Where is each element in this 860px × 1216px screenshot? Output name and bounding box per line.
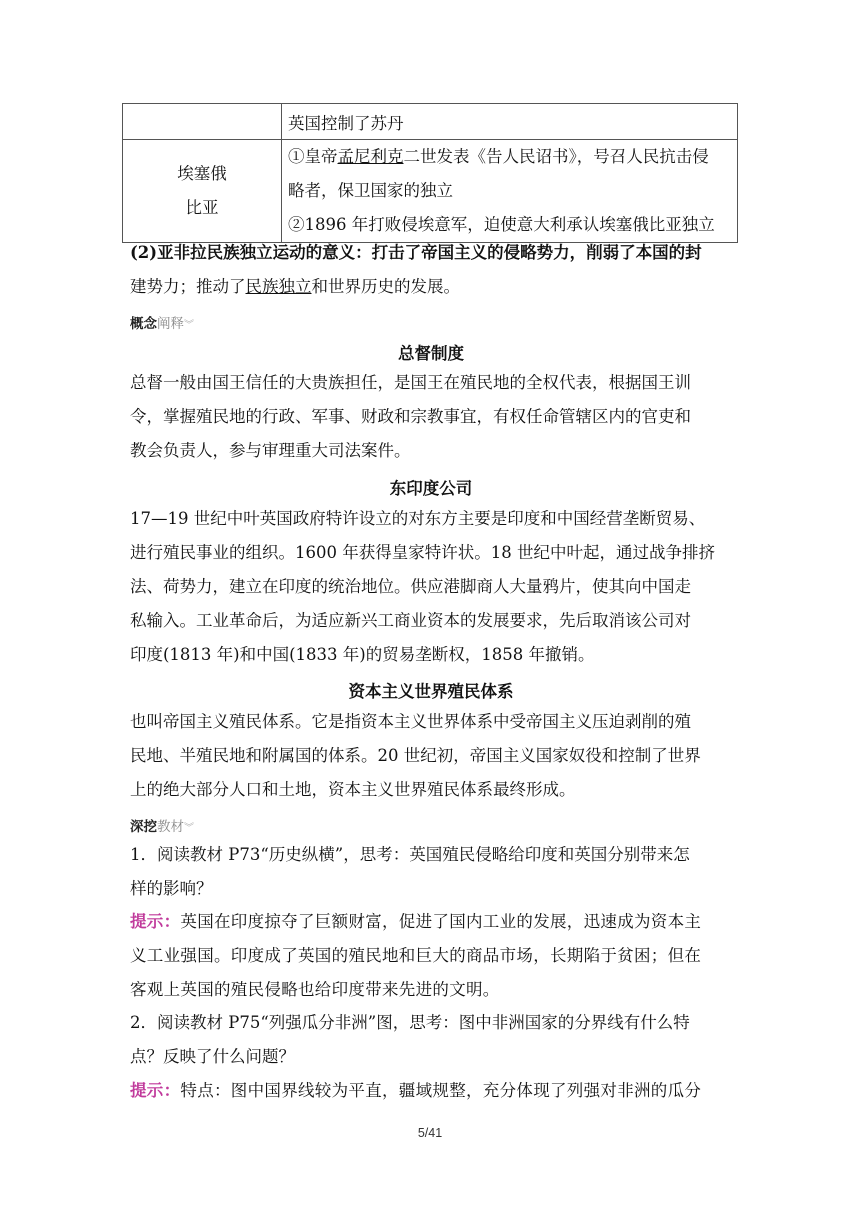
table-row	[123, 104, 738, 140]
concept-line: 私输入。工业革命后，为适应新兴工商业资本的发展要求，先后取消该公司对	[130, 611, 691, 630]
text: 建势力；推动了	[130, 277, 246, 296]
country-name-line: 埃塞俄	[177, 164, 227, 183]
concept-line: 17—19 世纪中叶英国政府特许设立的对东方主要是印度和中国经营垄断贸易、	[130, 509, 706, 528]
concept-line: 印度(1813 年)和中国(1833 年)的贸易垄断权，1858 年撤销。	[130, 645, 595, 664]
concept-title: 资本主义世界殖民体系	[348, 682, 514, 701]
country-table	[122, 103, 738, 243]
page-number: 5/41	[417, 1126, 443, 1140]
question-line: 样的影响？	[130, 879, 213, 898]
answer-line	[130, 1074, 732, 1108]
underlined-term: 民族独立	[245, 277, 312, 296]
answer-text: 特点：图中国界线较为平直，疆域规整，充分体现了列强对非洲的瓜分	[180, 1081, 702, 1100]
concept-line: 教会负责人，参与审理重大司法案件。	[130, 441, 411, 460]
chevron-down-icon: ︾	[184, 823, 194, 834]
heading-gray: 阐释	[157, 316, 184, 332]
question-line: 2．阅读教材 P75“列强瓜分非洲”图，思考：图中非洲国家的分界线有什么特	[130, 1013, 690, 1032]
underlined-name: 孟尼利克	[337, 147, 404, 166]
event-text: 二世发表《告人民诏书》，号召人民抗击侵	[403, 147, 709, 166]
concept-line: 总督一般由国王信任的大贵族担任，是国王在殖民地的全权代表，根据国王训	[130, 373, 691, 392]
table-cell-empty	[123, 104, 282, 140]
event-line: 略者，保卫国家的独立	[288, 181, 453, 200]
section-heading-concepts	[130, 312, 194, 332]
section-heading-textbook	[130, 815, 194, 835]
event-text: ①皇帝	[288, 147, 338, 166]
answer-line	[130, 905, 732, 939]
hint-label: 提示：	[130, 912, 181, 931]
concept-title: 总督制度	[398, 344, 464, 363]
text: 和世界历史的发展。	[311, 277, 460, 296]
significance-line	[130, 270, 732, 304]
table-row	[123, 140, 738, 243]
answer-line: 义工业强国。印度成了英国的殖民地和巨大的商品市场，长期陷于贫困；但在	[130, 946, 702, 965]
table-cell-country	[123, 140, 282, 243]
event-line: ②1896 年打败侵埃意军，迫使意大利承认埃塞俄比亚独立	[288, 215, 715, 234]
concept-line: 民地、半殖民地和附属国的体系。20 世纪初，帝国主义国家奴役和控制了世界	[130, 746, 701, 765]
concept-line: 令，掌握殖民地的行政、军事、财政和宗教事宜，有权任命管辖区内的官吏和	[130, 407, 691, 426]
heading-bold: 深挖	[130, 819, 157, 835]
table-cell: 英国控制了苏丹	[282, 104, 738, 140]
significance-line: (2)亚非拉民族独立运动的意义：打击了帝国主义的侵略势力，削弱了本国的封	[130, 243, 702, 262]
event-line	[288, 140, 731, 174]
question-line: 1．阅读教材 P73“历史纵横”，思考：英国殖民侵略给印度和英国分别带来怎	[130, 845, 690, 864]
country-name-line: 比亚	[185, 198, 219, 217]
concept-line: 上的绝大部分人口和土地，资本主义世界殖民体系最终形成。	[130, 780, 576, 799]
heading-bold: 概念	[130, 316, 157, 332]
concept-line: 也叫帝国主义殖民体系。它是指资本主义世界体系中受帝国主义压迫剥削的殖	[130, 712, 691, 731]
concept-line: 法、荷势力，建立在印度的统治地位。供应港脚商人大量鸦片，使其向中国走	[130, 577, 691, 596]
concept-title: 东印度公司	[389, 479, 473, 498]
concept-line: 进行殖民事业的组织。1600 年获得皇家特许状。18 世纪中叶起，通过战争排挤	[130, 543, 715, 562]
answer-line: 客观上英国的殖民侵略也给印度带来先进的文明。	[130, 980, 500, 999]
hint-label: 提示：	[130, 1081, 181, 1100]
chevron-down-icon: ︾	[184, 320, 194, 331]
question-line: 点？反映了什么问题？	[130, 1047, 295, 1066]
heading-gray: 教材	[157, 819, 184, 835]
answer-text: 英国在印度掠夺了巨额财富，促进了国内工业的发展，迅速成为资本主	[180, 912, 702, 931]
table-cell-events	[282, 140, 738, 243]
